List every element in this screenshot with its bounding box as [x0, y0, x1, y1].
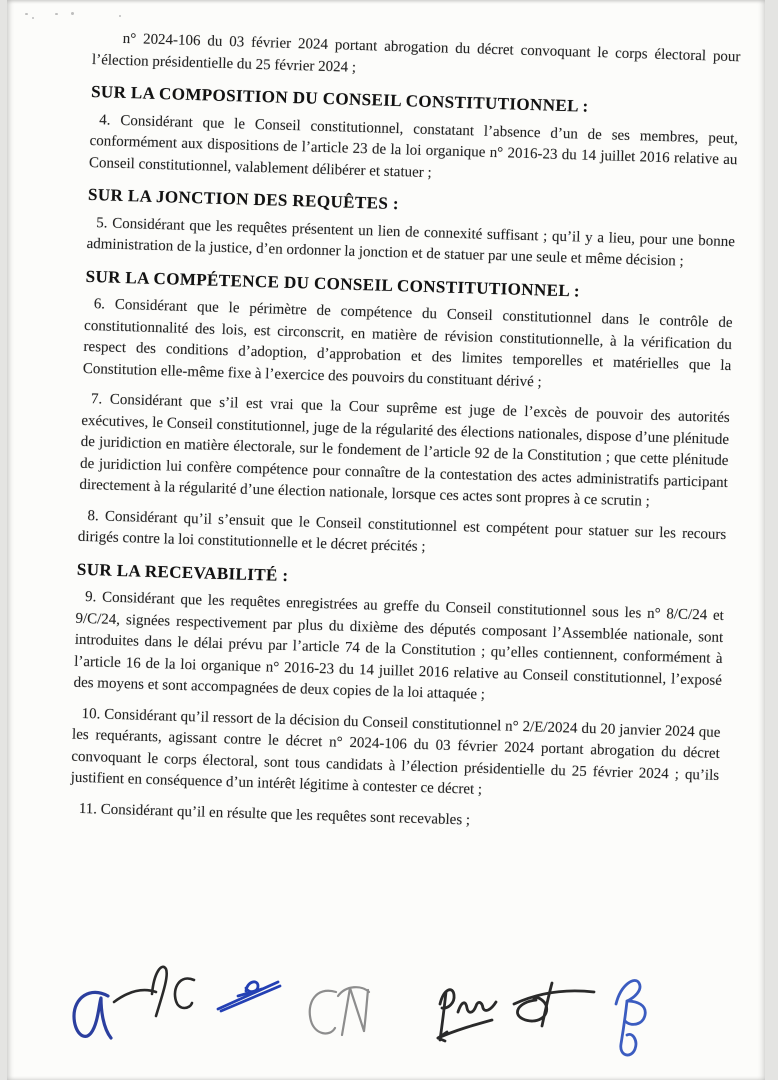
- paragraph-5: 5. Considérant que les requêtes présentent un lien de connexité suffisant ; qu’il y a lieu, pour une bonne administration de la justice, d’en ordonner la jonction et de statuer par une seule et même décision ;: [86, 214, 736, 270]
- dust-speck: [55, 13, 58, 15]
- paragraph-9: 9. Considérant que les requêtes enregistrées au greffe du Conseil constitutionnel sous les n° 8/C/24 et 9/C/24, signées respectivement par plus du dixième des députés composant l’Assemblée nationale, sont introduites dans le délai prévu par l’article 74 de la Constitution ; qu’elles contiennent, conformément à l’article 16 de la loi organique n° 2016-23 du 14 juillet 2016 relative au Conseil constitutionnel, l’exposé des moyens et sont accompagnées de deux copies de la loi attaquée ;: [73, 589, 725, 703]
- heading-jonction: SUR LA JONCTION DES REQUÊTES :: [87, 184, 400, 214]
- paragraph-11: 11. Considérant qu’il en résulte que les requêtes sont recevables ;: [78, 800, 471, 829]
- dust-speck: [71, 12, 74, 15]
- dust-speck: [25, 13, 28, 15]
- paragraph-7: 7. Considérant que s’il est vrai que la Cour suprême est juge de l’excès de pouvoir des autorités exécutives, le Conseil constitutionnel, juge de la régularité des élections nationales, dispose d’une plénitude de juridiction en matière électorale, sur le fondement de l’article 92 de la Constitution ; que cette plénitude de juridiction lui confère compétence pour connaître de la contestation des actes administratifs participant directement à la régularité d’une élection nationale, lorsque ces actes sont propres à ce scrutin ;: [79, 391, 730, 510]
- heading-composition: SUR LA COMPOSITION DU CONSEIL CONSTITUTIONNEL :: [90, 81, 589, 116]
- paragraph-8: 8. Considérant qu’il s’ensuit que le Conseil constitutionnel est compétent pour statuer sur les recours dirigés contre la loi constitutionnelle et le décret précités ;: [77, 507, 727, 556]
- heading-competence: SUR LA COMPÉTENCE DU CONSEIL CONSTITUTIONNEL :: [85, 266, 581, 301]
- paragraph-6: 6. Considérant que le périmètre de compétence du Conseil constitutionnel dans le contrôle de constitutionnalité des lois, est circonscrit, en matière de révision constitutionnelle, à la vérification du respect des conditions d’adoption, d’approbation et des limites temporelles et matérielles que la Constitution elle-même fixe à l’exercice des pouvoirs du constituant dérivé ;: [82, 296, 733, 390]
- paragraph-10: 10. Considérant qu’il ressort de la décision du Conseil constitutionnel n° 2/E/2024 du 20 janvier 2024 que les requérants, agissant contre le décret n° 2024-106 du 03 février 2024 portant abrogation du décret convoquant le corps électoral, sont tous candidats à l’élection présidentielle du 25 février 2024 ; qu’ils justifient en conséquence d’un intérêt légitime à contester ce décret ;: [70, 705, 721, 798]
- heading-recevabilite: SUR LA RECEVABILITÉ :: [76, 559, 289, 585]
- document-text: [69, 28, 740, 848]
- dust-speck: [32, 17, 34, 19]
- document-page: [7, 0, 765, 1080]
- paragraph-4: 4. Considérant que le Conseil constitutionnel, constatant l’absence d’un de ses membres, peut, conformément aux dispositions de l’article 23 de la loi organique n° 2016-23 du 14 juillet 2016 relative au Conseil constitutionnel, valablement délibérer et statuer ;: [88, 111, 739, 181]
- dust-speck: [119, 15, 121, 17]
- paragraph-decree-reference: n° 2024-106 du 03 février 2024 portant abrogation du décret convoquant le corps électoral pour l’élection présidentielle du 25 février 2024 ;: [91, 30, 741, 76]
